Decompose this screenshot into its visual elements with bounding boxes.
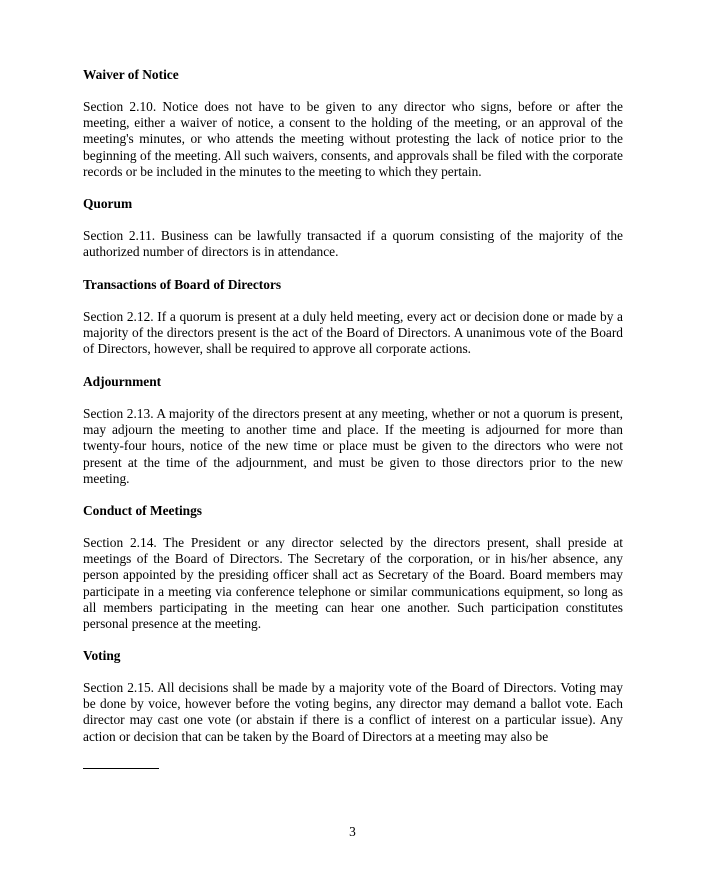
footnote-separator xyxy=(83,768,159,769)
section-2-11-paragraph: Section 2.11. Business can be lawfully transacted if a quorum consisting of the majority of the authorized number of directors is in attendance. xyxy=(83,228,623,260)
page-number: 3 xyxy=(349,824,356,839)
section-heading-adjournment: Adjournment xyxy=(83,374,162,389)
section-heading-conduct-of-meetings: Conduct of Meetings xyxy=(83,503,203,518)
section-heading-transactions: Transactions of Board of Directors xyxy=(83,277,282,292)
section-2-15-paragraph: Section 2.15. All decisions shall be made by a majority vote of the Board of Directors. Voting may be done by voice, however before the voting begins, any director may demand a ballot vote. Each director may cast one vote (or abstain if there is a conflict of interest on a particular issue). Any action or decision that can be taken by the Board of Directors at a meeting may also be xyxy=(83,680,623,744)
section-2-10-paragraph: Section 2.10. Notice does not have to be given to any director who signs, before or after the meeting, either a waiver of notice, a consent to the holding of the meeting, or an approval of the meeting's minutes, or who attends the meeting without protesting the lack of notice prior to the beginning of the meeting. All such waivers, consents, and approvals shall be filed with the corporate records or be included in the minutes to the meeting to which they pertain. xyxy=(83,99,623,179)
section-heading-waiver-of-notice: Waiver of Notice xyxy=(83,67,179,82)
section-heading-voting: Voting xyxy=(83,648,121,663)
section-2-13-paragraph: Section 2.13. A majority of the directors present at any meeting, whether or not a quorum is present, may adjourn the meeting to another time and place. If the meeting is adjourned for more than twenty-four hours, notice of the new time or place must be given to the directors who were not present at the time of the adjournment, and must be given to those directors prior to the new meeting. xyxy=(83,406,623,486)
section-2-14-paragraph: Section 2.14. The President or any director selected by the directors present, shall preside at meetings of the Board of Directors. The Secretary of the corporation, or in his/her absence, any person appointed by the presiding officer shall act as Secretary of the Board. Board members may participate in a meeting via conference telephone or similar communications equipment, so long as all members participating in the meeting can hear one another. Such participation constitutes personal presence at the meeting. xyxy=(83,535,623,632)
section-2-12-paragraph: Section 2.12. If a quorum is present at a duly held meeting, every act or decision done or made by a majority of the directors present is the act of the Board of Directors. A unanimous vote of the Board of Directors, however, shall be required to approve all corporate actions. xyxy=(83,309,623,357)
section-heading-quorum: Quorum xyxy=(83,196,133,211)
